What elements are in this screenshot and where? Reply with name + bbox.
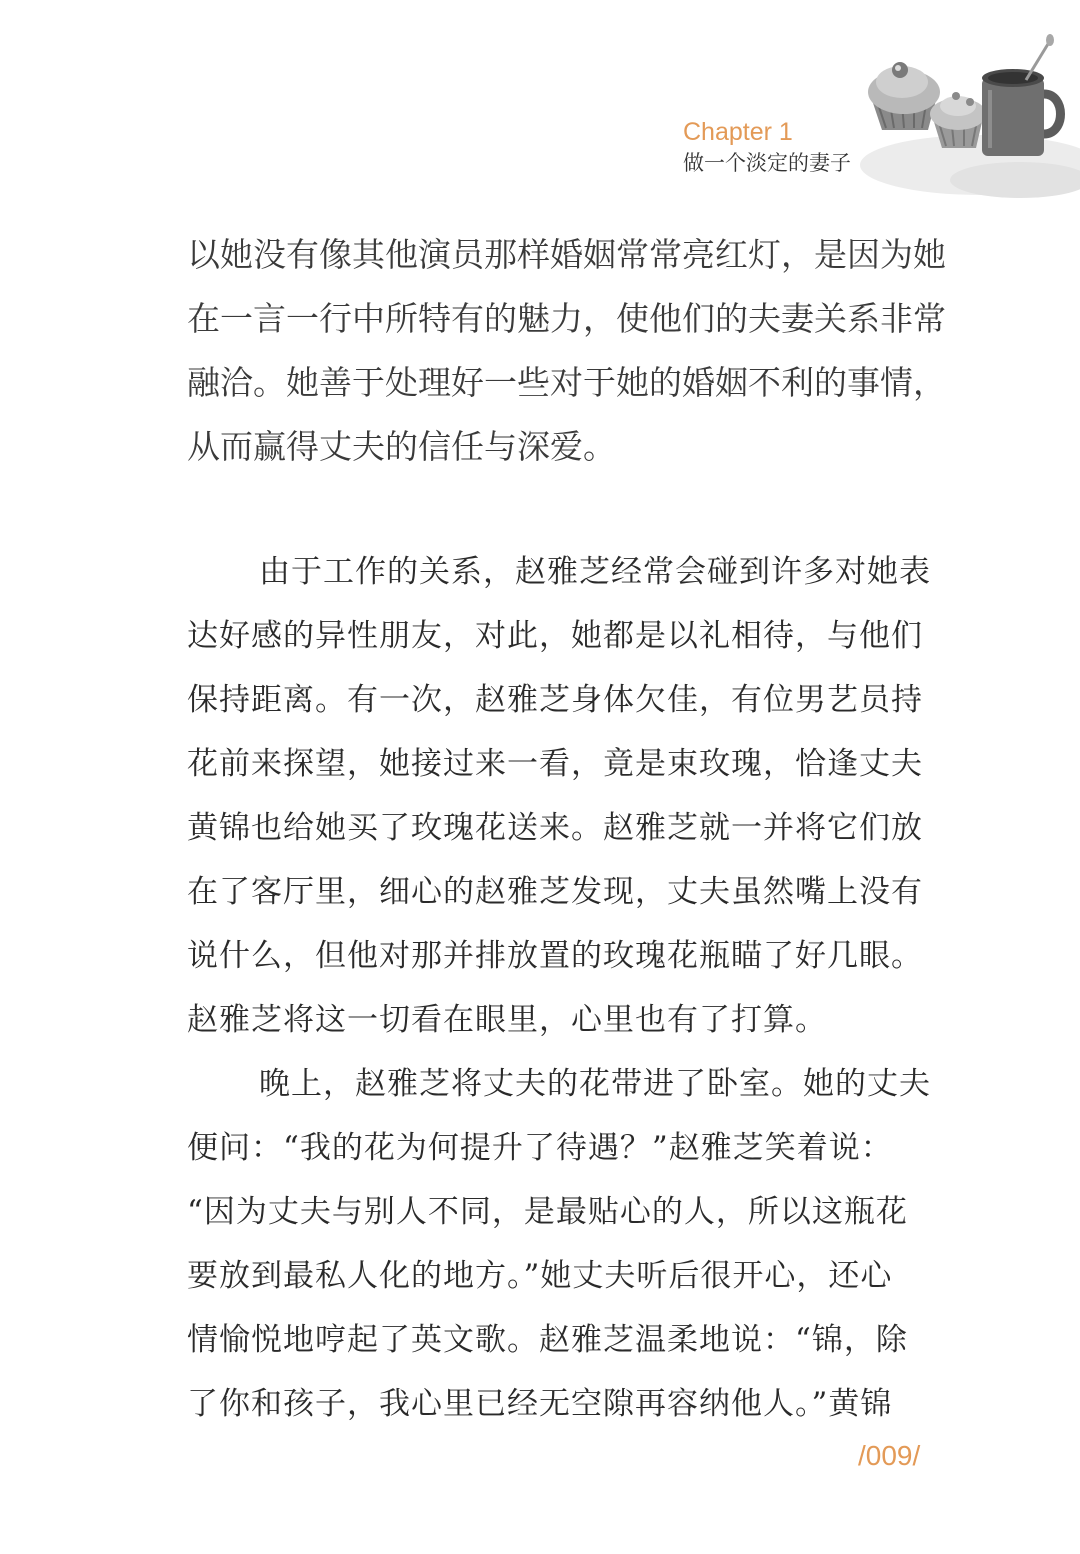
text-line: 从而赢得丈夫的信任与深爱。 <box>187 427 616 466</box>
text-line: 保持距离。有一次，赵雅芝身体欠佳，有位男艺员持 <box>187 682 923 718</box>
text-line: 赵雅芝将这一切看在眼里，心里也有了打算。 <box>187 1002 827 1038</box>
page-number: /009/ <box>858 1440 921 1471</box>
text-line: 晚上，赵雅芝将丈夫的花带进了卧室。她的丈夫 <box>259 1066 931 1102</box>
text-line: “因为丈夫与别人不同，是最贴心的人，所以这瓶花 <box>187 1194 908 1230</box>
text-line: 要放到最私人化的地方。”她丈夫听后很开心，还心 <box>187 1258 893 1294</box>
text-line: 黄锦也给她买了玫瑰花送来。赵雅芝就一并将它们放 <box>187 810 923 846</box>
text-line: 融洽。她善于处理好一些对于她的婚姻不利的事情， <box>187 363 946 402</box>
text-line: 达好感的异性朋友，对此，她都是以礼相待，与他们 <box>187 618 923 654</box>
text-line: 了你和孩子，我心里已经无空隙再容纳他人。”黄锦 <box>187 1386 893 1422</box>
text-line: 便问：“我的花为何提升了待遇？”赵雅芝笑着说： <box>187 1130 893 1166</box>
chapter-label: Chapter 1 <box>683 118 793 146</box>
text-line: 由于工作的关系，赵雅芝经常会碰到许多对她表 <box>259 554 931 590</box>
text-line: 在了客厅里，细心的赵雅芝发现，丈夫虽然嘴上没有 <box>187 874 923 910</box>
story-paragraphs <box>187 540 939 1436</box>
text-line: 说什么，但他对那并排放置的玫瑰花瓶瞄了好几眼。 <box>187 938 923 974</box>
text-line: 花前来探望，她接过来一看，竟是束玫瑰，恰逢丈夫 <box>187 746 923 782</box>
text-line: 以她没有像其他演员那样婚姻常常亮红灯，是因为她 <box>187 235 946 274</box>
text-line: 情愉悦地哼起了英文歌。赵雅芝温柔地说：“锦，除 <box>187 1322 908 1358</box>
intro-paragraph <box>187 223 946 479</box>
text-line: 在一言一行中所特有的魅力，使他们的夫妻关系非常 <box>187 299 946 338</box>
chapter-title: 做一个淡定的妻子 <box>683 151 851 175</box>
cupcakes-and-mug-icon <box>830 30 1080 210</box>
chapter-header <box>683 116 851 178</box>
